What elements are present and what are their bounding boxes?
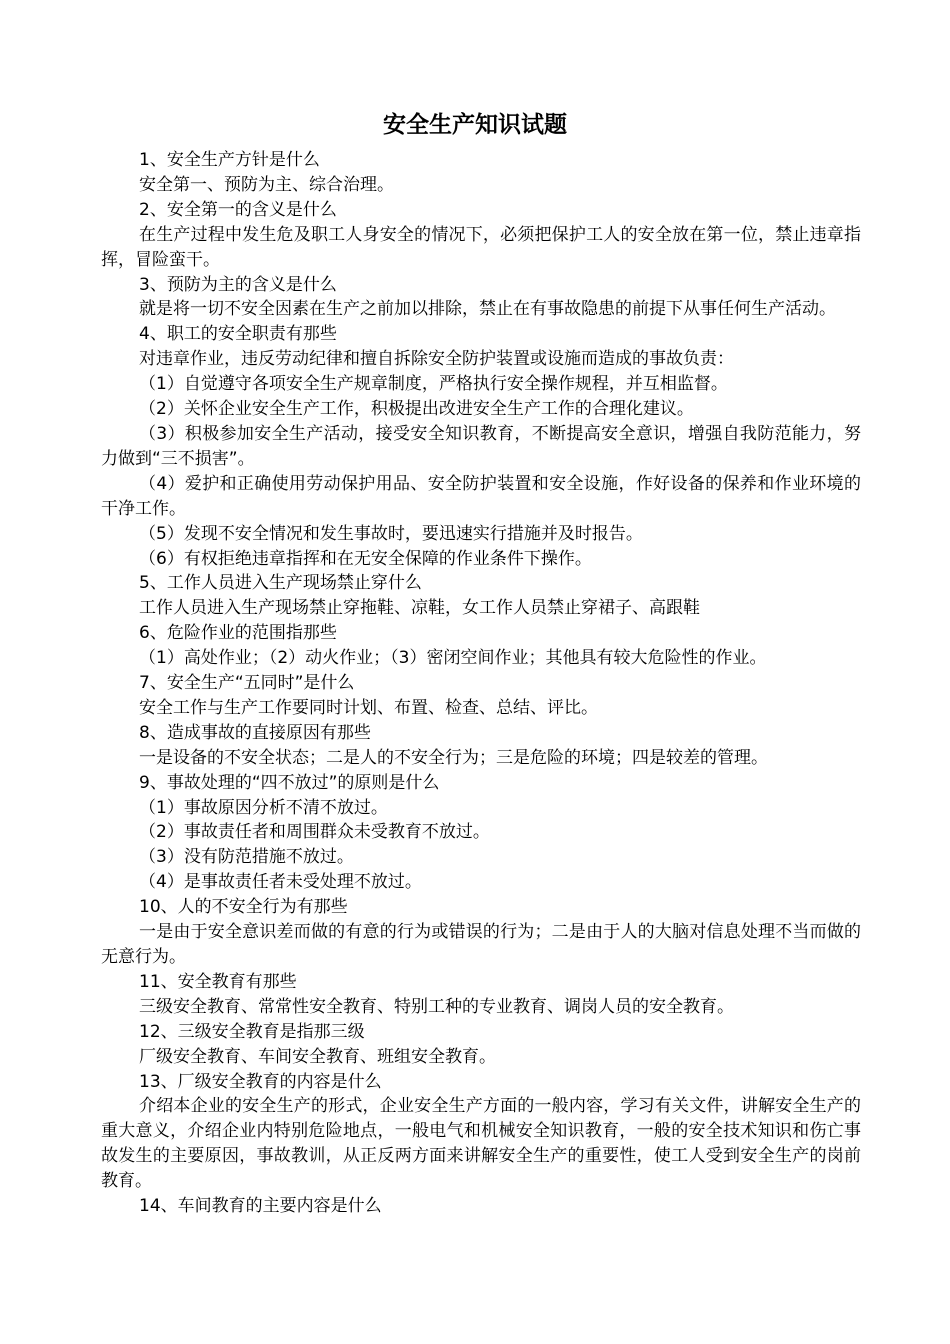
question-heading: 7、安全生产“五同时”是什么 xyxy=(139,673,355,694)
list-item: （4）是事故责任者未受处理不放过。 xyxy=(139,872,422,893)
list-item: （5）发现不安全情况和发生事故时，要迅速实行措施并及时报告。 xyxy=(139,523,643,544)
question-heading: 14、车间教育的主要内容是什么 xyxy=(139,1196,382,1217)
question-heading: 2、安全第一的含义是什么 xyxy=(139,199,337,220)
question-heading: 6、危险作业的范围指那些 xyxy=(139,623,337,644)
list-item: （2）关怀企业安全生产工作，积极提出改进安全生产工作的合理化建议。 xyxy=(139,399,694,420)
question-heading: 8、造成事故的直接原因有那些 xyxy=(139,722,371,743)
list-item: （1）事故原因分析不清不放过。 xyxy=(139,797,388,818)
list-item: （4）爱护和正确使用劳动保护用品、安全防护装置和安全设施，作好设备的保养和作业环境的干净工作。 xyxy=(101,473,861,519)
answer-paragraph: 在生产过程中发生危及职工人身安全的情况下，必须把保护工人的安全放在第一位，禁止违章指挥，冒险蛮干。 xyxy=(101,224,861,270)
document-body xyxy=(101,148,861,1219)
list-item: （1）高处作业；（2）动火作业；（3）密闭空间作业；其他具有较大危险性的作业。 xyxy=(139,648,767,669)
list-item: （2）事故责任者和周围群众未受教育不放过。 xyxy=(139,822,490,843)
answer-paragraph: 对违章作业，违反劳动纪律和擅自拆除安全防护装置或设施而造成的事故负责： xyxy=(139,349,734,370)
answer-paragraph: 厂级安全教育、车间安全教育、班组安全教育。 xyxy=(139,1046,496,1067)
list-item: （6）有权拒绝违章指挥和在无安全保障的作业条件下操作。 xyxy=(139,548,592,569)
answer-paragraph: 介绍本企业的安全生产的形式，企业安全生产方面的一般内容，学习有关文件，讲解安全生产的重大意义，介绍企业内特别危险地点，一般电气和机械安全知识教育，一般的安全技术知识和伤亡事故发生的主要原因，事故教训，从正反两方面来讲解安全生产的重要性，使工人受到安全生产的岗前教育。 xyxy=(101,1096,861,1192)
answer-paragraph: 一是由于安全意识差而做的有意的行为或错误的行为；二是由于人的大脑对信息处理不当而做的无意行为。 xyxy=(101,922,861,967)
answer-paragraph: 一是设备的不安全状态；二是人的不安全行为；三是危险的环境；四是较差的管理。 xyxy=(139,747,768,768)
question-heading: 13、厂级安全教育的内容是什么 xyxy=(139,1071,382,1092)
answer-paragraph: 工作人员进入生产现场禁止穿拖鞋、凉鞋，女工作人员禁止穿裙子、高跟鞋 xyxy=(139,598,700,619)
answer-paragraph: 安全第一、预防为主、综合治理。 xyxy=(139,174,394,195)
answer-paragraph: 就是将一切不安全因素在生产之前加以排除，禁止在有事故隐患的前提下从事任何生产活动。 xyxy=(139,299,836,320)
answer-paragraph: 三级安全教育、常常性安全教育、特别工种的专业教育、调岗人员的安全教育。 xyxy=(139,996,734,1017)
question-heading: 5、工作人员进入生产现场禁止穿什么 xyxy=(139,573,422,594)
question-heading: 4、职工的安全职责有那些 xyxy=(139,324,337,345)
list-item: （1）自觉遵守各项安全生产规章制度，严格执行安全操作规程，并互相监督。 xyxy=(139,374,728,395)
question-heading: 3、预防为主的含义是什么 xyxy=(139,274,337,295)
list-item: （3）没有防范措施不放过。 xyxy=(139,847,354,868)
question-heading: 10、人的不安全行为有那些 xyxy=(139,897,348,918)
question-heading: 12、三级安全教育是指那三级 xyxy=(139,1021,365,1042)
answer-paragraph: 安全工作与生产工作要同时计划、布置、检查、总结、评比。 xyxy=(139,697,598,718)
document-title: 安全生产知识试题 xyxy=(383,111,567,138)
question-heading: 11、安全教育有那些 xyxy=(139,971,297,992)
question-heading: 1、安全生产方针是什么 xyxy=(139,150,320,170)
list-item: （3）积极参加安全生产活动，接受安全知识教育，不断提高安全意识，增强自我防范能力，努力做到“三不损害”。 xyxy=(101,423,861,469)
question-heading: 9、事故处理的“四不放过”的原则是什么 xyxy=(139,772,440,793)
